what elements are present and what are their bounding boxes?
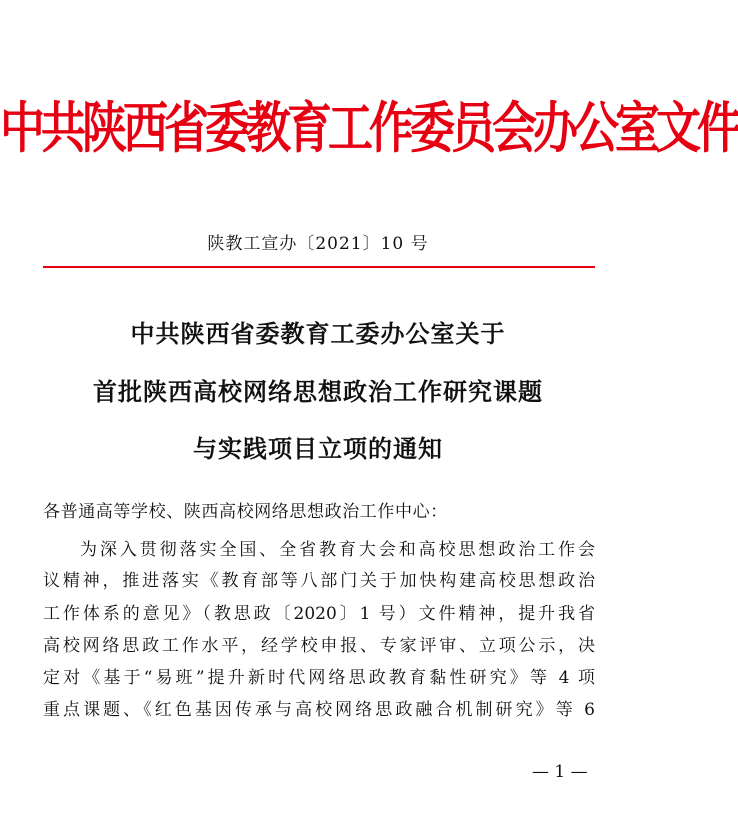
document-number: 陕教工宣办〔2021〕10 号 [207, 234, 429, 254]
body-text-line: 高校网络思政工作水平，经学校申报、专家评审、立项公示，决 [43, 636, 595, 656]
issuer-masthead: 中共陕西省委教育工作委员会办公室文件 [0, 95, 738, 161]
document-title-line-2: 首批陕西高校网络思想政治工作研究课题 [93, 377, 543, 406]
body-text-line: 重点课题、《红色基因传承与高校网络思政融合机制研究》等 6 [43, 700, 595, 720]
body-text-line: 工作体系的意见》（教思政〔2020〕1 号）文件精神，提升我省 [43, 604, 595, 624]
addressee-line: 各普通高等学校、陕西高校网络思想政治工作中心： [43, 502, 448, 522]
body-text-line: 定对《基于“易班”提升新时代网络思政教育黏性研究》等 4 项 [43, 668, 595, 688]
document-title-line-1: 中共陕西省委教育工委办公室关于 [130, 319, 506, 348]
body-text-line: 为深入贯彻落实全国、全省教育大会和高校思想政治工作会 [80, 540, 595, 560]
document-title-line-3: 与实践项目立项的通知 [193, 434, 443, 463]
body-text-line: 议精神，推进落实《教育部等八部门关于加快构建高校思想政治 [43, 571, 595, 591]
page-number: — 1 — [532, 762, 588, 782]
red-divider-line [43, 266, 595, 268]
